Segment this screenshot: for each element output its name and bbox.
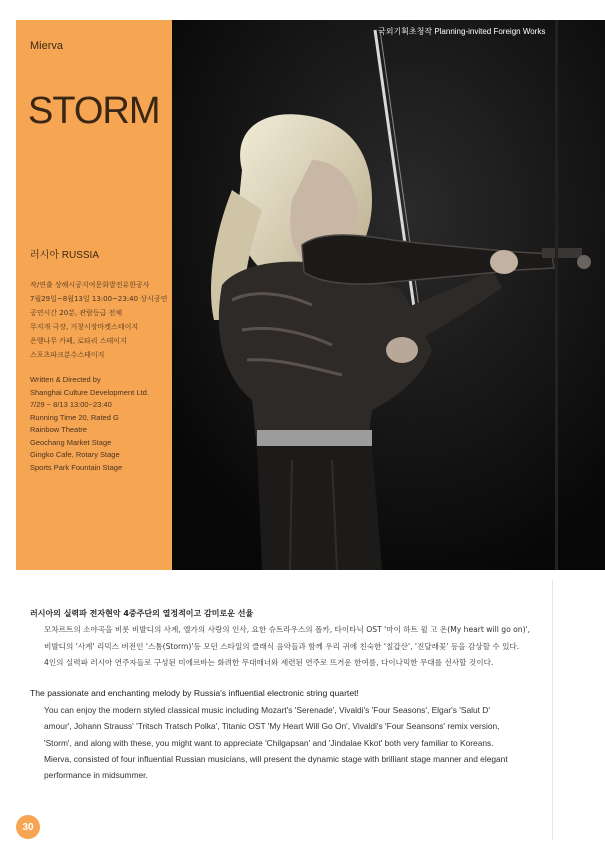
english-performance-info — [30, 374, 149, 474]
english-paragraph-line: performance in midsummer. — [44, 770, 148, 781]
english-info-line: Shanghai Culture Development Ltd. — [30, 387, 149, 397]
english-info-line: 7/29 ~ 8/13 13:00~23:40 — [30, 400, 112, 409]
korean-info-line: 스포츠파크분수스테이지 — [30, 351, 105, 359]
english-info-line: Written & Directed by — [30, 375, 101, 384]
column-divider — [552, 580, 553, 840]
english-paragraph-line: You can enjoy the modern styled classical music including Mozart's 'Serenade', Vivaldi's 'Four Seasons', Elgar's 'Salut D' — [44, 705, 490, 715]
performer-photo — [172, 20, 605, 570]
country-label: 러시아 RUSSIA — [30, 250, 99, 261]
korean-paragraph-line: 비발디의 '사계' 리믹스 버전인 '스톰(Storm)'등 모던 스타일의 클래식 음악들과 함께 우리 귀에 친숙한 '칠갑산', '진달래꽃' 등을 감상할 수 있다. — [44, 641, 520, 651]
korean-heading: 러시아의 실력파 전자현악 4중주단의 열정적이고 감미로운 선율 — [30, 609, 254, 618]
photo-caption: 국외기획초청작 Planning-invited Foreign Works — [378, 27, 546, 36]
english-info-line: Running Time 20, Rated G — [30, 412, 119, 422]
title-panel — [16, 20, 172, 570]
korean-info-line: 작/연출 상해시공지여문화발전유한공사 — [30, 281, 150, 289]
korean-info-line: 은행나무 카페, 로타리 스테이지 — [30, 337, 127, 345]
english-info-line: Geochang Market Stage — [30, 437, 112, 447]
english-description — [44, 702, 592, 783]
english-info-line: Gingko Cafe, Rotary Stage — [30, 450, 120, 459]
company-name: Mierva — [30, 40, 64, 52]
english-info-line: Rainbow Theatre — [30, 425, 87, 434]
english-paragraph-line: amour', Johann Strauss' 'Tritsch Tratsch Polka', Titanic OST 'My Heart Will Go On', Vivaldi's 'Four Seansons' remix version, — [44, 721, 500, 732]
korean-paragraph-line: 모차르트의 소야곡을 비롯 비발디의 사계, 엘가의 사랑의 인사, 요한 슈트라우스의 폴카, 타이타닉 OST '마이 하트 윌 고 온(My heart will go on)', — [44, 625, 531, 634]
korean-info-line: 무지개 극장, 거창시장마켓스테이지 — [30, 323, 139, 331]
violinist-illustration — [172, 20, 605, 570]
page-number: 30 — [16, 815, 40, 839]
english-info-line: Sports Park Fountain Stage — [30, 462, 123, 472]
korean-paragraph-line: 4인의 실력파 러시아 연주자들로 구성된 미에르바는 화려한 무대매너와 세련된 연주로 뜨거운 한여름, 다이나믹한 무대를 선사할 것이다. — [44, 658, 494, 667]
english-paragraph-line: Mierva, consisted of four influential Russian musicians, will present the dynamic stage with brilliant stage manner and elegant — [44, 753, 508, 764]
korean-info-line: 공연시간 20분, 관람등급 전체 — [30, 309, 123, 317]
korean-info-line: 7월29일~8월13일 13:00~23:40 상시공연 — [30, 295, 168, 303]
korean-performance-info — [30, 278, 167, 362]
english-paragraph-line: 'Storm', and along with these, you might want to appreciate 'Chilgapsan' and 'Jindalae Kkot' both very familiar to Koreans. — [44, 737, 494, 748]
english-heading: The passionate and enchanting melody by Russia's influential electronic string quartet! — [30, 688, 359, 698]
show-title: STORM — [28, 90, 160, 132]
korean-description — [44, 622, 584, 672]
